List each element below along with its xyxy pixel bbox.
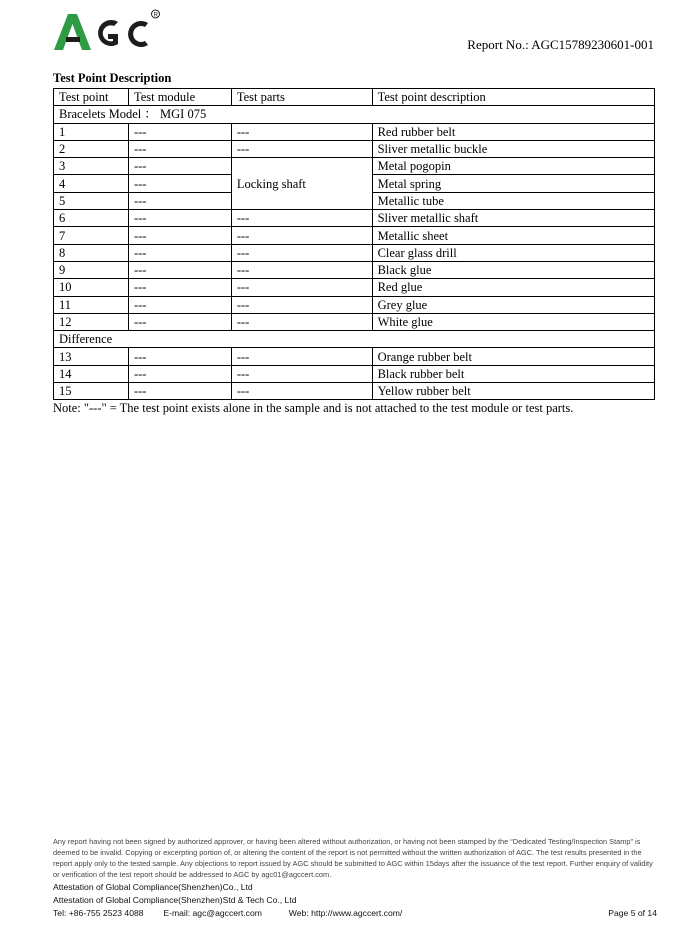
table-row [54,140,655,157]
description-cell: Black glue [372,261,654,278]
description-cell: Sliver metallic buckle [372,140,654,157]
table-row [54,313,655,330]
table-row [54,348,655,365]
column-header: Test point [54,89,129,106]
company-name-2: Attestation of Global Compliance(Shenzhen)Std & Tech Co., Ltd [53,895,297,905]
test-point-cell: 5 [54,192,129,209]
page-number: Page 5 of 14 [608,908,657,918]
table-row [54,365,655,382]
telephone: Tel: +86-755 2523 4088 [53,908,144,918]
test-module-cell: --- [128,244,231,261]
description-cell: Clear glass drill [372,244,654,261]
agc-logo [52,8,164,52]
test-module-cell: --- [128,296,231,313]
table-row [54,158,655,175]
svg-text:R: R [153,12,158,19]
group-title: Bracelets Model ： MGI 075 [54,106,655,123]
test-module-cell: --- [128,123,231,140]
test-module-cell: --- [128,279,231,296]
column-header: Test module [128,89,231,106]
website: Web: http://www.agccert.com/ [288,908,403,918]
test-module-cell: --- [128,158,231,175]
test-point-cell: 3 [54,158,129,175]
test-parts-cell: --- [231,227,372,244]
table-row [54,210,655,227]
footer-disclaimer: Any report having not been signed by authorized approver, or having been altered without authorization, or having not been stamped by the “Dedicated Testing/Inspection Stamp” is deemed to be invalid. Copying or excerpting portion of, or altering the content of the report is not permitted without the written authorization of AGC. The test results presented in the report apply only to the tested sample. Any objections to report issued by AGC should be submitted to AGC within 15days after the issuance of the test report. Further enquiry of validity or verification of the test report should be addressed to AGC by agc01@agccert.com. [53,837,653,879]
description-cell: Black rubber belt [372,365,654,382]
test-point-table [53,88,655,400]
test-point-cell: 14 [54,365,129,382]
test-parts-cell: --- [231,140,372,157]
test-point-cell: 2 [54,140,129,157]
test-module-cell: --- [128,140,231,157]
test-module-cell: --- [128,227,231,244]
group-title-row [54,331,655,348]
description-cell: Metal pogopin [372,158,654,175]
test-parts-cell: --- [231,296,372,313]
test-parts-cell: --- [231,313,372,330]
table-note: Note: "---" = The test point exists alone in the sample and is not attached to the test module or test parts. [53,401,574,415]
test-module-cell: --- [128,313,231,330]
contact-line [53,908,657,918]
description-cell: Metallic tube [372,192,654,209]
description-cell: Metal spring [372,175,654,192]
table-row [54,296,655,313]
description-cell: Sliver metallic shaft [372,210,654,227]
test-point-cell: 7 [54,227,129,244]
test-module-cell: --- [128,261,231,278]
test-point-cell: 9 [54,261,129,278]
column-header: Test parts [231,89,372,106]
test-module-cell: --- [128,192,231,209]
page-header [0,0,700,60]
test-module-cell: --- [128,365,231,382]
table-row [54,227,655,244]
test-parts-cell: --- [231,348,372,365]
table-row [54,261,655,278]
test-parts-cell: --- [231,261,372,278]
test-module-cell: --- [128,210,231,227]
test-point-cell: 6 [54,210,129,227]
company-name-1: Attestation of Global Compliance(Shenzhen)Co., Ltd [53,882,253,892]
description-cell: Grey glue [372,296,654,313]
test-parts-cell: --- [231,383,372,400]
test-parts-cell: --- [231,279,372,296]
agc-logo-mark [52,8,164,52]
description-cell: Red glue [372,279,654,296]
test-parts-cell: --- [231,244,372,261]
test-point-cell: 15 [54,383,129,400]
test-module-cell: --- [128,383,231,400]
section-title: Test Point Description [53,71,172,85]
column-header: Test point description [372,89,654,106]
test-point-cell: 1 [54,123,129,140]
description-cell: Yellow rubber belt [372,383,654,400]
test-point-cell: 13 [54,348,129,365]
test-point-cell: 11 [54,296,129,313]
test-point-cell: 4 [54,175,129,192]
test-parts-cell: --- [231,123,372,140]
description-cell: White glue [372,313,654,330]
description-cell: Orange rubber belt [372,348,654,365]
description-cell: Metallic sheet [372,227,654,244]
email-address: E-mail: agc@agccert.com [163,908,262,918]
group-title-row [54,106,655,123]
test-point-cell: 10 [54,279,129,296]
test-point-cell: 12 [54,313,129,330]
table-row [54,244,655,261]
group-title: Difference [54,331,655,348]
table-header-row [54,89,655,106]
table-row [54,383,655,400]
description-cell: Red rubber belt [372,123,654,140]
table-row [54,279,655,296]
test-parts-cell: --- [231,365,372,382]
table-row [54,123,655,140]
test-parts-cell: Locking shaft [231,158,372,210]
test-module-cell: --- [128,175,231,192]
test-module-cell: --- [128,348,231,365]
report-number: Report No.: AGC15789230601-001 [467,37,654,52]
test-point-cell: 8 [54,244,129,261]
test-parts-cell: --- [231,210,372,227]
